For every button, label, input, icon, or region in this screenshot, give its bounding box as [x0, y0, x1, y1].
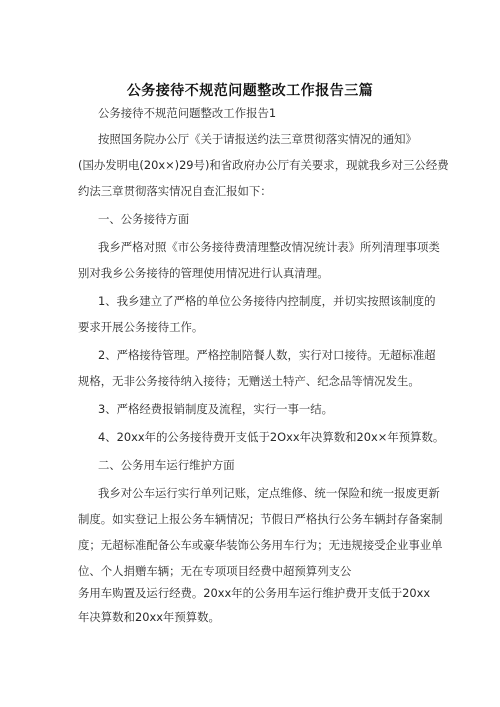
paragraph-line: 规格，无非公务接待纳入接待；无赠送土特产、纪念品等情况发生。 — [78, 374, 420, 388]
paragraph-line: 务用车购置及运行经费。20xx年的公务用车运行维护费开支低于20xx — [78, 586, 431, 600]
paragraph-line: 约法三章贯彻落实情况自查汇报如下： — [78, 184, 272, 198]
paragraph-line: 按照国务院办公厅《关于请报送约法三章贯彻落实情况的通知》 — [98, 132, 417, 146]
paragraph-line: 年决算数和20xx年预算数。 — [78, 610, 220, 624]
paragraph-line: 我乡对公车运行实行单列记账，定点维修、统一保险和统一报废更新 — [98, 486, 440, 500]
paragraph-line: (国办发明电(20x×)29号)和省政府办公厅有关要求，现就我乡对三公经费 — [78, 158, 449, 172]
section-heading-2: 二、公务用车运行维护方面 — [98, 458, 235, 472]
paragraph-line: 别对我乡公务接待的管理使用情况进行认真清理。 — [78, 266, 329, 280]
paragraph-line: 1、我乡建立了严格的单位公务接待内控制度，并切实按照该制度的 — [98, 294, 436, 308]
section-heading-1: 一、公务接待方面 — [98, 212, 190, 226]
page-title: 公务接待不规范问题整改工作报告三篇 — [126, 83, 374, 99]
paragraph-line: 我乡严格对照《市公务接待费清理整改情况统计表》所列清理事项类 — [98, 240, 440, 254]
paragraph-line: 2、严格接待管理。严格控制陪餐人数，实行对口接待。无超标准超 — [98, 348, 436, 362]
paragraph-line: 度；无超标准配备公车或豪华装饰公务用车行为；无违规接受企业事业单 — [78, 538, 443, 552]
paragraph-line: 制度。如实登记上报公务车辆情况；节假日严格执行公务车辆封存备案制 — [78, 512, 443, 526]
paragraph-line: 要求开展公务接待工作。 — [78, 320, 204, 334]
paragraph-line: 4、20xx年的公务接待费开支低于2Oxx年决算数和20x×年预算数。 — [98, 430, 445, 444]
subtitle-report-1: 公务接待不规范问题整改工作报告1 — [98, 106, 277, 120]
paragraph-line: 3、严格经费报销制度及流程，实行一事一结。 — [98, 402, 334, 416]
paragraph-line: 位、个人捐赠车辆；无在专项项目经费中超预算列支公 — [78, 564, 352, 578]
